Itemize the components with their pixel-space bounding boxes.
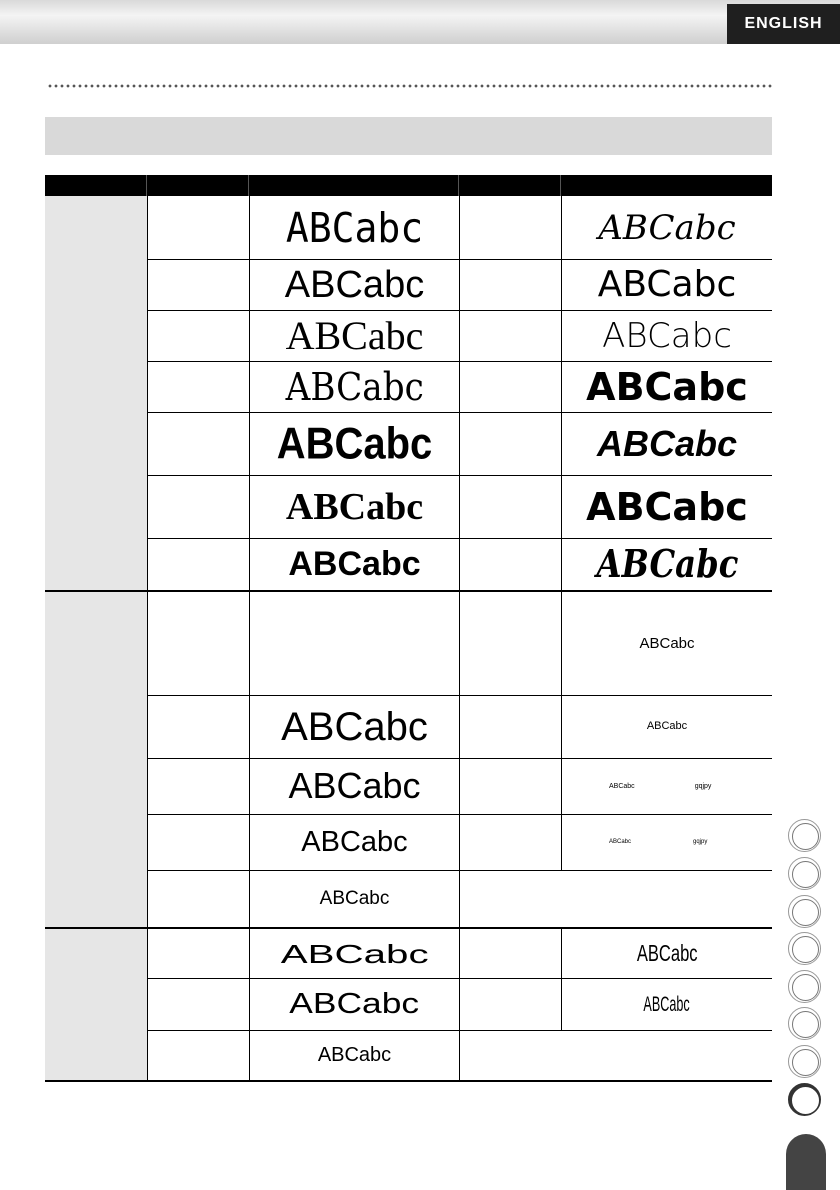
size-sample: ABCabc gqjpy bbox=[609, 839, 708, 845]
chapter-tab[interactable] bbox=[788, 1045, 821, 1078]
width-sample: ABCabc bbox=[280, 938, 429, 969]
font-sample: ABCabc bbox=[285, 364, 424, 409]
size-group-cell bbox=[45, 591, 147, 928]
chapter-tab[interactable] bbox=[788, 819, 821, 852]
font-sample: ABCabc bbox=[285, 312, 424, 358]
dotted-divider bbox=[47, 84, 773, 88]
font-sample: ABCabc bbox=[285, 485, 424, 528]
font-sample: ABCabc bbox=[284, 263, 425, 306]
font-sample: ABCabc bbox=[596, 422, 738, 464]
size-sample: ABCabc bbox=[639, 635, 695, 652]
width-sample: ABCabc bbox=[636, 940, 698, 966]
font-sample: ABCabc bbox=[288, 545, 421, 583]
size-sample: ABCabc bbox=[646, 720, 688, 732]
chapter-tab[interactable] bbox=[788, 970, 821, 1003]
width-sample: ABCabc bbox=[317, 1044, 392, 1066]
size-sample: ABCabc bbox=[288, 765, 421, 806]
size-sample: ABCabc bbox=[301, 825, 408, 858]
section-title-bar bbox=[45, 117, 772, 155]
chapter-tab[interactable] bbox=[788, 932, 821, 965]
font-sample: ABCabc bbox=[276, 418, 433, 469]
font-group-cell bbox=[45, 196, 147, 591]
font-sample: ABCabc bbox=[586, 364, 748, 409]
chapter-tab[interactable] bbox=[788, 857, 821, 890]
size-sample: ABCabc bbox=[281, 704, 428, 749]
font-sample: ABCabc bbox=[598, 207, 736, 248]
table-header-row bbox=[45, 175, 772, 196]
chapter-tab[interactable] bbox=[788, 1007, 821, 1040]
width-sample: ABCabc bbox=[643, 992, 691, 1016]
width-group-cell bbox=[45, 928, 147, 1080]
font-sample: ABCabc bbox=[586, 484, 748, 529]
font-sample: ABCabc bbox=[602, 315, 732, 356]
page-number-tab bbox=[786, 1134, 826, 1190]
font-sample: ABCabc bbox=[597, 263, 737, 305]
language-label: ENGLISH bbox=[727, 4, 840, 44]
chapter-tab[interactable] bbox=[788, 895, 821, 928]
size-sample: ABCabc gqjpy bbox=[609, 782, 712, 790]
width-sample: ABCabc bbox=[289, 987, 420, 1020]
font-sample: ABCabc bbox=[596, 541, 738, 586]
size-sample: ABCabc bbox=[319, 888, 390, 909]
font-sample: ABCabc bbox=[285, 203, 424, 252]
chapter-tab-active[interactable] bbox=[788, 1083, 821, 1116]
top-header-bar bbox=[0, 0, 840, 44]
